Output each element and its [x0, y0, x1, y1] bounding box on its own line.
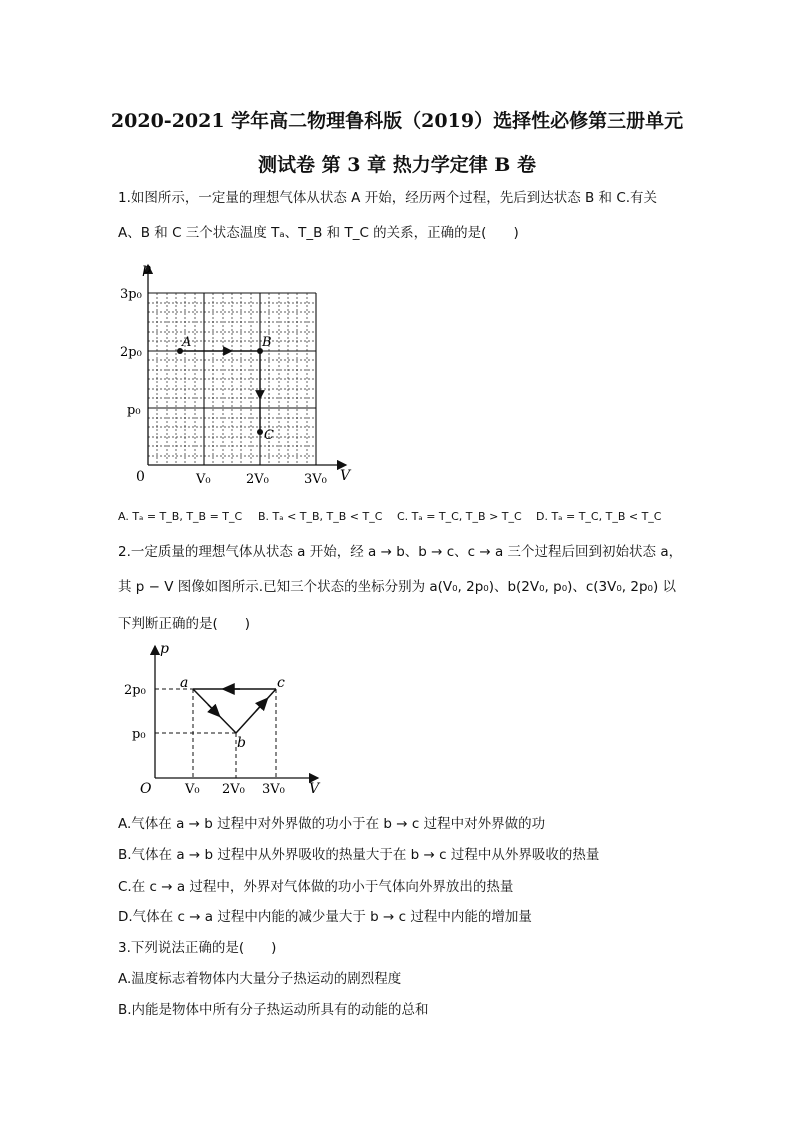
q2-x-axis-label: V	[309, 781, 320, 797]
q1-point-c	[257, 429, 263, 435]
doc-title-line-1: 2020-2021 学年高二物理鲁科版（2019）选择性必修第三册单元	[110, 110, 684, 132]
q1-stem-line-2: A、B 和 C 三个状态温度 Tₐ、T_B 和 T_C 的关系，正确的是( )	[118, 225, 519, 241]
q2-xtick-v0: V₀	[185, 782, 200, 797]
q2-option-d[interactable]: D.气体在 c → a 过程中内能的减少量大于 b → c 过程中内能的增加量	[118, 909, 532, 925]
q1-grid	[148, 293, 316, 465]
q1-origin-label: 0	[136, 469, 145, 485]
q2-option-c[interactable]: C.在 c → a 过程中，外界对气体做的功小于气体向外界放出的热量	[118, 879, 514, 895]
q2-ytick-2p0: 2p₀	[124, 683, 146, 698]
q3-option-b[interactable]: B.内能是物体中所有分子热运动所具有的动能的总和	[118, 1002, 429, 1018]
q2-stem-line-2: 其 p − V 图像如图所示.已知三个状态的坐标分别为 a(V₀, 2p₀)、b(2V₀, p₀)、c(3V₀, 2p₀) 以	[118, 579, 677, 595]
q1-ytick-3p0: 3p₀	[120, 287, 142, 302]
q2-origin-label: O	[140, 781, 152, 797]
q1-ytick-2p0: 2p₀	[120, 345, 142, 360]
q2-label-c: c	[277, 675, 285, 691]
q1-pv-diagram	[118, 255, 358, 490]
q2-pv-diagram	[118, 640, 333, 800]
q1-x-axis-label: V	[340, 468, 351, 484]
doc-title-line-2: 测试卷 第 3 章 热力学定律 B 卷	[258, 154, 536, 176]
q2-xtick-2v0: 2V₀	[222, 782, 245, 797]
q2-arrow-bc	[256, 702, 264, 711]
q1-option-a[interactable]: A. Tₐ = T_B, T_B = T_C	[118, 510, 243, 523]
q1-option-d[interactable]: D. Tₐ = T_C, T_B < T_C	[536, 510, 662, 523]
q2-y-axis-label: p	[160, 641, 169, 657]
q2-ytick-p0: p₀	[132, 727, 146, 742]
q1-xtick-2v0: 2V₀	[246, 472, 269, 487]
q1-y-axis-label: p	[142, 261, 151, 277]
q2-stem-line-3: 下判断正确的是( )	[118, 616, 251, 632]
q2-label-b: b	[237, 735, 246, 751]
q1-option-b[interactable]: B. Tₐ < T_B, T_B < T_C	[258, 510, 383, 523]
q2-stem-line-1: 2.一定质量的理想气体从状态 a 开始，经 a → b、b → c、c → a 三个过程后回到初始状态 a，	[118, 544, 683, 560]
q1-stem-line-1: 1.如图所示，一定量的理想气体从状态 A 开始，经历两个过程，先后到达状态 B 和 C.有关	[118, 190, 658, 206]
q2-label-a: a	[180, 675, 189, 691]
q1-xtick-v0: V₀	[196, 472, 211, 487]
q1-label-c: C	[264, 428, 274, 443]
q1-option-c[interactable]: C. Tₐ = T_C, T_B > T_C	[397, 510, 522, 523]
q2-cycle	[193, 689, 276, 733]
q1-label-a: A	[182, 335, 192, 350]
q1-label-b: B	[262, 335, 272, 350]
q2-option-b[interactable]: B.气体在 a → b 过程中从外界吸收的热量大于在 b → c 过程中从外界吸收的热量	[118, 847, 600, 863]
q2-xtick-3v0: 3V₀	[262, 782, 285, 797]
q2-option-a[interactable]: A.气体在 a → b 过程中对外界做的功小于在 b → c 过程中对外界做的功	[118, 816, 546, 832]
q1-ytick-p0: p₀	[127, 403, 141, 418]
q1-xtick-3v0: 3V₀	[304, 472, 327, 487]
q3-stem: 3.下列说法正确的是( )	[118, 940, 277, 956]
q2-arrow-ab	[208, 705, 216, 713]
q3-option-a[interactable]: A.温度标志着物体内大量分子热运动的剧烈程度	[118, 971, 402, 987]
